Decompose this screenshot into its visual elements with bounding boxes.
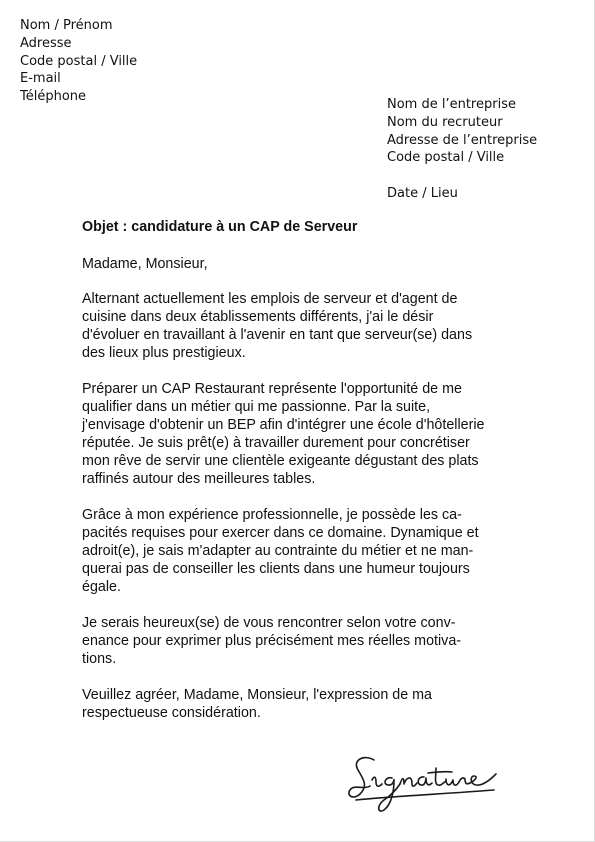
- signature-stroke-r: [459, 778, 470, 784]
- handwritten-signature: [344, 750, 504, 820]
- paragraph-line: tions.: [82, 651, 117, 667]
- sender-name: Nom / Prénom: [20, 18, 113, 33]
- recipient-postal-city: Code postal / Ville: [387, 150, 505, 166]
- sender-block: [20, 17, 137, 106]
- paragraph-line: égale.: [82, 579, 121, 595]
- paragraph-4: [82, 614, 512, 668]
- paragraph-line: Préparer un CAP Restaurant représente l'opportunité de me: [82, 381, 462, 397]
- letter-salutation: Madame, Monsieur,: [82, 256, 208, 272]
- paragraph-closing: [82, 686, 512, 722]
- paragraph-line: Veuillez agréer, Madame, Monsieur, l'expression de ma: [82, 687, 433, 703]
- paragraph-line: d'évoluer en travaillant à l'avenir en tant que serveur(se) dans: [82, 327, 473, 343]
- sender-address: Adresse: [20, 35, 72, 51]
- sender-phone: Téléphone: [20, 89, 87, 105]
- signature-stroke-u: [446, 779, 459, 785]
- paragraph-line: enance pour exprimer plus précisément mes réelles motiva-: [82, 633, 462, 649]
- date-place: Date / Lieu: [387, 186, 458, 201]
- sender-postal-city: Code postal / Ville: [20, 53, 138, 69]
- signature-stroke-s: [349, 758, 374, 797]
- paragraph-1: [82, 290, 512, 362]
- letter-subject: Objet : candidature à un CAP de Serveur: [82, 219, 358, 235]
- signature-stroke-t: [436, 768, 447, 785]
- sender-email: E-mail: [20, 71, 61, 87]
- signature-stroke-e: [470, 774, 496, 785]
- paragraph-line: Grâce à mon expérience professionnelle, je possède les ca-: [82, 507, 462, 523]
- recipient-block: [387, 96, 537, 167]
- paragraph-line: pacités requises pour exercer dans ce domaine. Dynamique et: [82, 525, 479, 541]
- paragraph-line: mon rêve de servir une clientèle exigeante dégustant des plats: [82, 453, 479, 469]
- signature-stroke-i: [372, 777, 382, 786]
- paragraph-line: Je serais heureux(se) de vous rencontrer selon votre conv-: [82, 615, 456, 631]
- recipient-company: Nom de l’entreprise: [387, 97, 516, 112]
- paragraph-line: respectueuse considération.: [82, 705, 261, 721]
- paragraph-line: des lieux plus prestigieux.: [82, 345, 246, 361]
- signature-stroke-a: [418, 777, 432, 785]
- paragraph-line: Alternant actuellement les emplois de serveur et d'agent de: [82, 291, 458, 307]
- paragraph-line: réputée. Je suis prêt(e) à travailler durement pour concrétiser: [82, 435, 470, 451]
- paragraph-line: j'envisage d'obtenir un BEP afin d'intégrer une école d'hôtellerie: [82, 417, 485, 433]
- signature-stroke-flourish: [356, 790, 494, 800]
- paragraph-2: [82, 380, 512, 488]
- recipient-recruiter: Nom du recruteur: [387, 114, 503, 130]
- paragraph-line: raffinés autour des meilleures tables.: [82, 471, 316, 487]
- signature-stroke-n: [400, 778, 417, 786]
- paragraph-line: querai pas de conseiller les clients dans une humeur toujours: [82, 561, 470, 577]
- paragraph-3: [82, 506, 512, 596]
- signature-stroke-g: [379, 778, 400, 811]
- recipient-address: Adresse de l’entreprise: [387, 132, 538, 148]
- paragraph-line: cuisine dans deux établissements différents, j'ai le désir: [82, 309, 434, 325]
- paragraph-line: adroit(e), je sais m'adapter au contrainte du métier et ne man-: [82, 543, 474, 559]
- paragraph-line: qualifier dans un métier qui me passionne. Par la suite,: [82, 399, 431, 415]
- signature-stroke-t-bar: [428, 772, 452, 773]
